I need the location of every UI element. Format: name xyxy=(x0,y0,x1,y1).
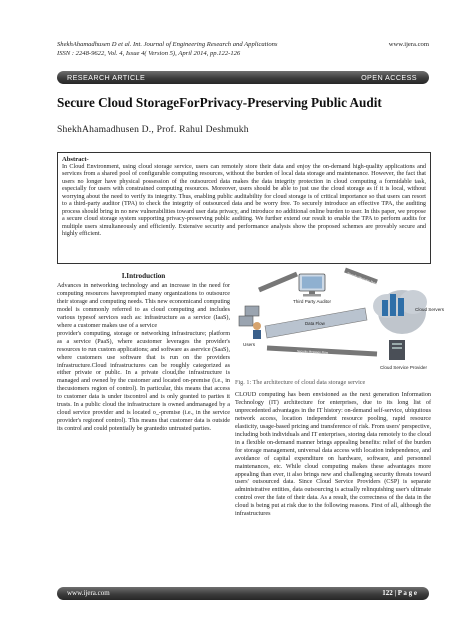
architecture-figure xyxy=(237,268,445,376)
data-flow-label: Data Flow xyxy=(305,321,325,326)
page-number: 122 | P a g e xyxy=(382,589,417,597)
left-column xyxy=(57,283,230,434)
running-header xyxy=(57,40,429,58)
right-column xyxy=(235,392,431,519)
cloud-servers-label: Cloud Servers xyxy=(415,307,445,312)
tpa-label: Third Party Auditor xyxy=(292,299,332,304)
third-party-auditor-icon xyxy=(299,274,325,297)
figure-caption: Fig. 1: The architecture of cloud data storage service xyxy=(235,379,366,386)
security-flow-label-top2: Security Message Flow xyxy=(346,271,378,286)
journal-website[interactable]: www.ijera.com xyxy=(388,41,429,48)
security-flow-label-top: Security Message Flow xyxy=(261,269,293,285)
paper-authors: ShekhAhamadhusen D., Prof. Rahul Deshmukh xyxy=(57,124,249,135)
abstract-text: In Cloud Environment, using cloud storage service, users can remotely store their data and enjoy the on-demand high-quality applications and services from a shared pool of configurable computing resources, without the burden of local data storage and maintenance. However, the fact that users no longer have physical possession of the outsourced data makes the data integrity protection in cloud computing a formidable task, especially for users with constrained computing resources. Moreover, users should be able to just use the cloud storage as if it is local, without worrying about the need to verify its integrity. Thus, enabling public auditability for cloud storage is of critical importance so that users can resort to a third-party auditor (TPA) to check the integrity of outsourced data and be worry free. To securely introduce an effective TPA, the auditing process should bring in no new vulnerabilities toward user data privacy, and introduce no additional online burden to user. In this paper, we propose a secure cloud storage system supporting privacy-preserving public auditing. We further extend our result to enable the TPA to perform audits for multiple users simultaneously and efficiently. Extensive security and performance analysis show the proposed schemes are provably secure and highly efficient. xyxy=(62,163,426,237)
cloud-service-provider-icon xyxy=(389,340,405,360)
intro-paragraph-1: Advances in networking technology and an increase in the need for computing resources haveprompted many organizations to outsource their storage and computing needs. This new economicand computing model is commonly referred to as cloud computing and includes various typesof services such as: infrastructure as a service (IaaS), where a customer makes use of a service xyxy=(57,283,230,329)
footer-website[interactable]: www.ijera.com xyxy=(67,589,110,597)
abstract-box xyxy=(57,152,431,264)
intro-paragraph-2: provider's computing, storage or networking infrastructure; platform as a service (PaaS), where acustomer leverages the provider's resources to run custom applications; and software as aservice (SaaS), where customers use software that is run on the providers infrastructure.Cloud infrastructures can be roughly categorized as either private or public. In a private cloud,the infrastructure is managed and owned by the customer and located on-premise (i.e., in thecustomers region of control). In particular, this means that access to customer data is under itscontrol and is only granted to parties it trusts. In a public cloud the infrastructure is owned andmanaged by a cloud service provider and is located o_-premise (i.e., in the service provider's regionof control). This means that customer data is outside its control and could potentially be grantedto untrusted parties. xyxy=(57,330,230,433)
right-paragraph: CLOUD computing has been envisioned as the next generation Information Technology (IT) architecture for enterprises, due to its long list of unprecedented advantages in the IT history: on-demand self-service, ubiquitous network access, location independent resource pooling, rapid resource elasticity, usage-based pricing and transference of risk. From users' perspective, including both individuals and IT enterprises, storing data remotely to the cloud in a flexible on-demand manner brings appealing benefits: relief of the burden for storage management, universal data access with location independence, and avoidance of capital expenditure on hardware, software, and personnel maintenances, etc. While cloud computing makes these advantages more appealing than ever, it also brings new and challenging security threats toward users' outsourced data. Since Cloud Service Providers (CSP) is separate administrative entities, data outsourcing is actually relinquishing user's ultimate control over the fate of their data. As a result, the correctness of the data in the cloud is being put at risk due to the following reasons. First of all, although the infrastructures xyxy=(235,392,432,518)
article-banner xyxy=(57,71,429,84)
issn-line: ISSN : 2248-9622, Vol. 4, Issue 4( Version 5), April 2014, pp.122-126 xyxy=(57,50,241,57)
csp-label: Cloud Service Provider xyxy=(380,365,427,370)
footer-bar xyxy=(57,587,429,600)
abstract-heading: Abstract- xyxy=(62,156,89,163)
cloud-servers-icon xyxy=(373,290,427,334)
citation: ShekhAhamadhusen D et al. Int. Journal of Engineering Research and Applications xyxy=(57,41,278,48)
security-flow-label-bottom: Security Message Flow xyxy=(296,349,329,355)
paper-title: Secure Cloud StorageForPrivacy-Preserving Public Audit xyxy=(57,95,382,110)
users-icon xyxy=(239,306,261,339)
research-article-label: RESEARCH ARTICLE xyxy=(67,73,146,82)
section-heading: I.Introduction xyxy=(121,272,166,280)
open-access-label: OPEN ACCESS xyxy=(361,73,417,82)
users-label: Users xyxy=(243,342,255,347)
